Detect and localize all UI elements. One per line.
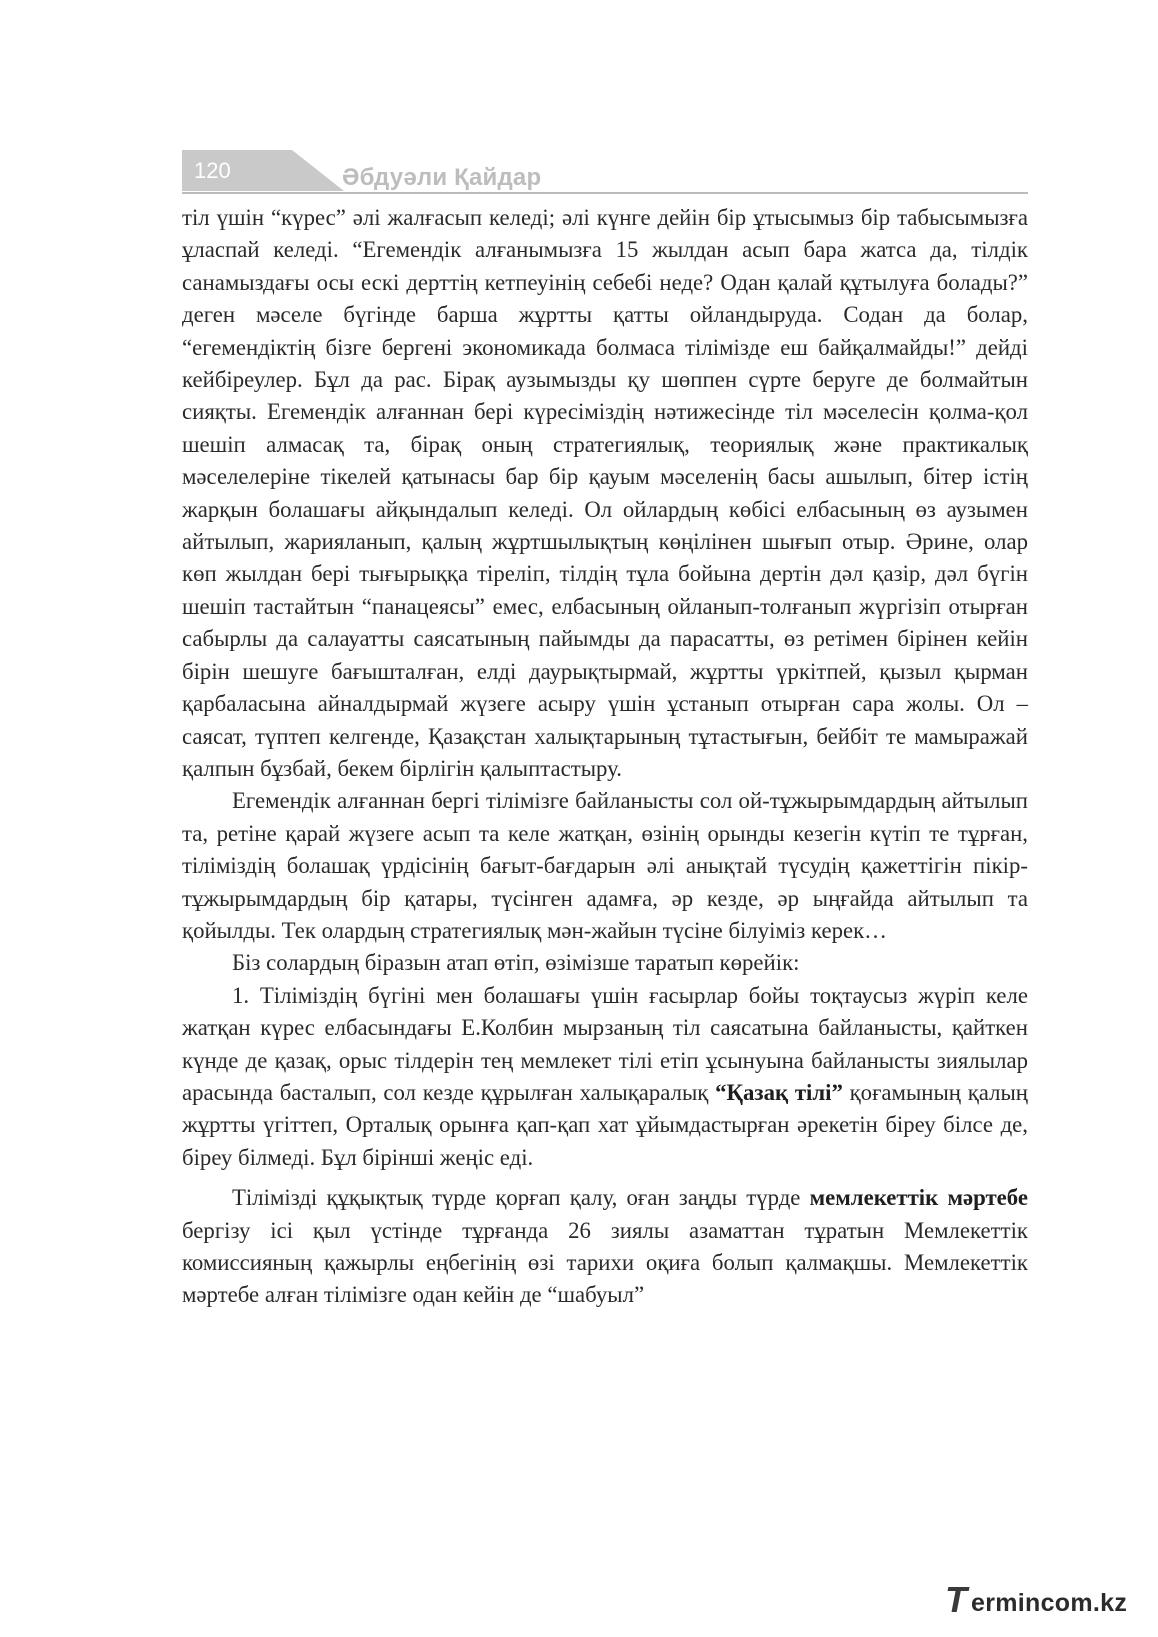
- author-name: Әбдуәли Қайдар: [342, 164, 542, 191]
- paragraph-text: қоғамының қалың жұртты үгіттеп, Орталық орынға қап-қап хат ұйымдастырған әрекетін біреу білсе де, біреу білмеді. Бұл бірінші жеңіс еді.: [182, 1079, 1029, 1170]
- watermark-text: ermincom.kz: [971, 1589, 1128, 1617]
- list-item: [182, 980, 1028, 1174]
- paragraph-text: тіл үшін “күрес” әлі жалғасып келеді; әлі күнге дейін бір ұтысымыз бір табысымызға ұласпай келеді. “Егемендік алғанымызға 15 жылдан асып бара жатса да, тілдік санамыздағы осы ескі дерттің кетпеуінің себебі неде? Одан қалай құтылуға болады?” деген мәселе бүгінде барша жұртты қатты ойландыруда. Содан да болар, “егемендіктің бізге бергені экономикада болмаса тілімізде еш байқалмайды!” дейді кейбіреулер. Бұл да рас. Бірақ аузымызды қу шөппен сүрте беруге де болмайтын сияқты. Егемендік алғаннан бері күресіміздің нәтижесінде тіл мәселесін қолма-қол шешіп алмасақ та, бірақ оның стратегиялық, теориялық және практикалық мәселелеріне тікелей қатынасы бар бір қауым мәселенің басы ашылып, бітер істің жарқын болашағы айқындалып келеді. Ол ойлардың көбісі елбасының өз аузымен айтылып, жарияланып, қалың жұртшылықтың көңілінен шығып отыр. Әрине, олар көп жылдан бері тығырыққа тіреліп, тілдің тұла бойына дертін дәл қазір, дәл бүгін шешіп тастайтын “панацеясы” емес, елбасының ойланып-толғанып жүргізіп отырған сабырлы да салауатты саясатының пайымды да парасатты, өз ретімен бірінен кейін бірін шешуге бағышталған, елді даурықтырмай, жұртты үркітпей, қызыл қырман қарбаласына айналдырмай жүзеге асыру үшін ұстанып отырған сара жолы. Ол – саясат, түптеп келгенде, Қазақстан халықтарының тұтастығын, бейбіт те мамыражай қалпын бұзбай, бекем бірлігін қалыптастыру.: [182, 205, 1028, 781]
- watermark-initial: T: [945, 1579, 967, 1620]
- page-number: 120: [182, 150, 274, 191]
- paragraph: [182, 785, 1028, 947]
- paragraph-text: Біз солардың біразын атап өтіп, өзімізше таратып көрейік:: [232, 950, 800, 976]
- bold-term: мемлекеттік мәртебе: [809, 1185, 1028, 1211]
- paragraph-text: Егемендік алғаннан бергі тілімізге байланысты сол ой-тұжырымдардың айтылып та, ретіне қарай жүзеге асып та келе жатқан, өзінің орынды кезегін күтіп те тұрған, тіліміздің болашақ үрдісінің бағыт-бағдарын әлі анықтай түсудің қажеттігін пікір-тұжырымдардың бір қатары, түсінген адамға, әр кезде, әр ыңғайда айтылып та қойылды. Тек олардың стратегиялық мән-жайын түсіне білуіміз керек…: [182, 788, 1028, 943]
- header-rule: [182, 192, 1028, 194]
- bold-term: “Қазақ тілі”: [715, 1079, 843, 1105]
- paragraph-text: бергізу ісі қыл үстінде тұрғанда 26 зиялы азаматтан тұратын Мемлекеттік комиссияның қажырлы еңбегінің өзі тарихи оқиға болып қалмақшы. Мемлекеттік мәртебе алған тілімізге одан кейін де “шабуыл”: [182, 1217, 1028, 1308]
- paragraph-text: 1. Тіліміздің бүгіні мен болашағы үшін ғасырлар бойы тоқтаусыз жүріп келе жатқан күрес елбасындағы Е.Колбин мырзаның тіл саясатына байланысты, қайткен күнде де қазақ, орыс тілдерін тең мемлекет тілі етіп ұсынуына байланысты зиялылар арасында басталып, сол кезде құрылған халықаралық: [182, 982, 1028, 1105]
- paragraph: [182, 202, 1028, 785]
- paragraph: [182, 947, 1028, 979]
- body-text: [182, 202, 1028, 1312]
- page-tab-decoration: [274, 150, 344, 191]
- paragraph: [182, 1182, 1028, 1312]
- paragraph-text: Тілімізді құқықтық түрде қорғап қалу, оған заңды түрде: [232, 1185, 810, 1211]
- page-header: [182, 150, 1028, 194]
- watermark-logo: [945, 1579, 1135, 1623]
